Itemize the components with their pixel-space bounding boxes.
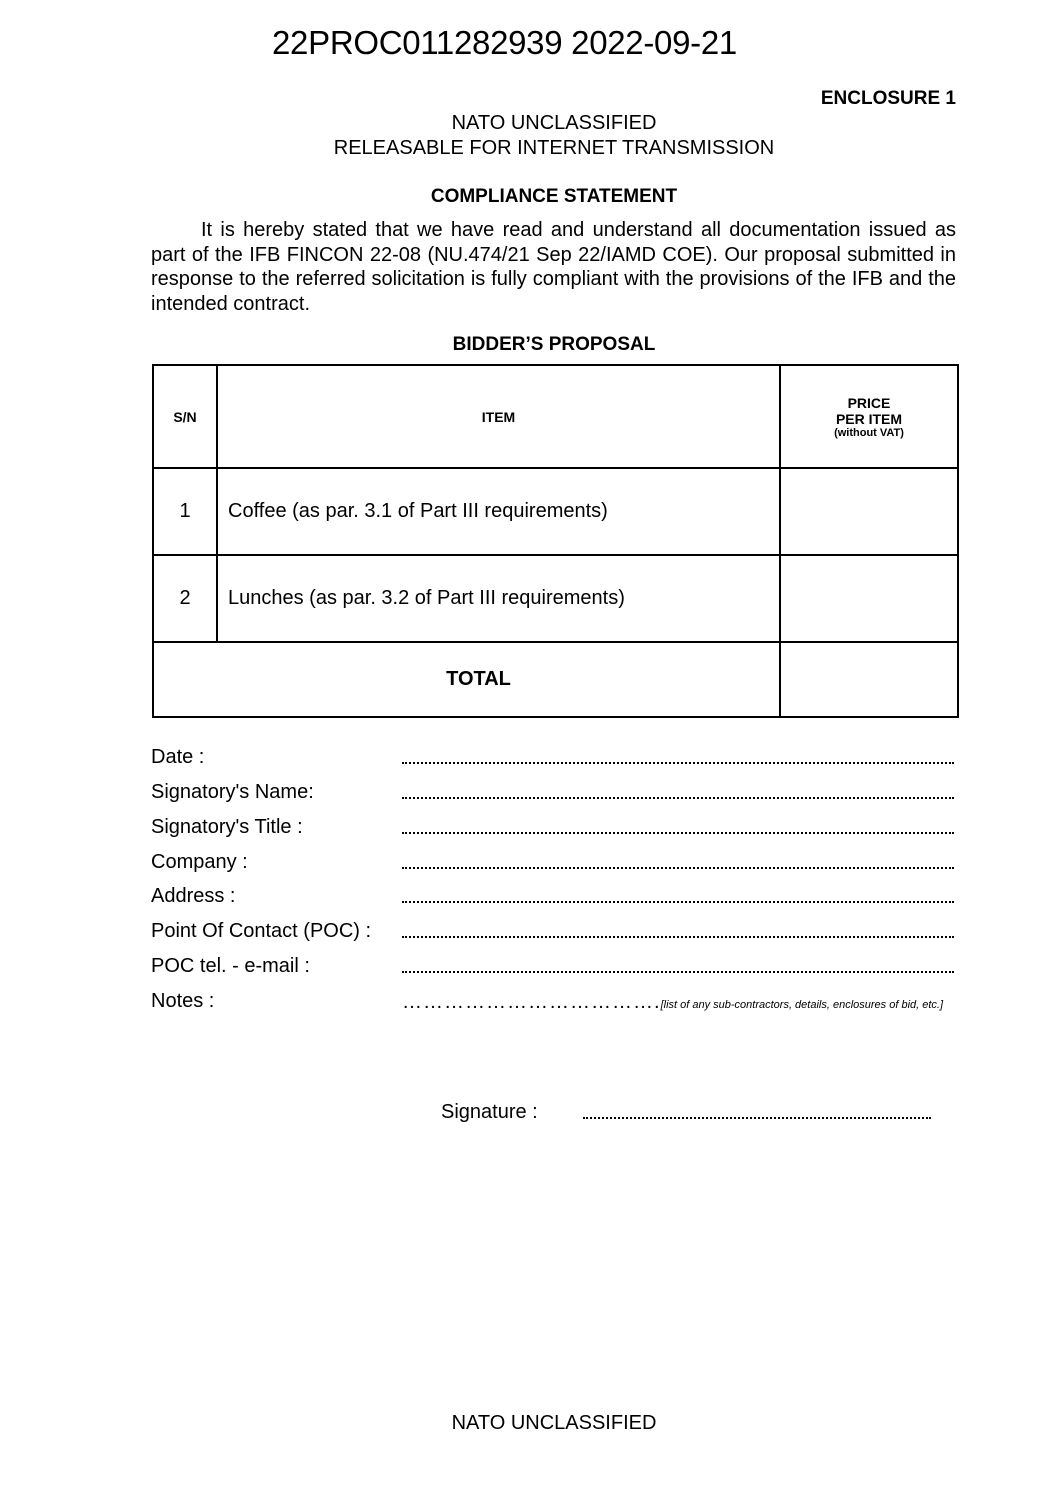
signature-field[interactable] [583, 1114, 931, 1119]
poc-contact-field[interactable] [402, 968, 954, 973]
row-price-cell[interactable] [780, 468, 958, 555]
total-label: TOTAL [153, 642, 780, 717]
price-header-line1: PRICE [847, 394, 891, 411]
proposal-title: BIDDER’S PROPOSAL [452, 334, 656, 355]
enclosure-label: ENCLOSURE 1 [820, 88, 956, 109]
column-header-sn: S/N [153, 365, 217, 468]
total-price-cell[interactable] [780, 642, 958, 717]
proposal-table [152, 364, 959, 718]
compliance-title: COMPLIANCE STATEMENT [430, 186, 678, 207]
notes-dots: ………………………………. [402, 991, 661, 1013]
signatory-title-field[interactable] [402, 829, 954, 834]
row-sn: 1 [153, 468, 217, 555]
signature-label: Signature : [441, 1101, 538, 1123]
company-field[interactable] [402, 864, 954, 869]
poc-contact-label: POC tel. - e-mail : [151, 955, 310, 977]
classification-marking: NATO UNCLASSIFIED [451, 112, 657, 134]
row-item: Coffee (as par. 3.1 of Part III requirements) [217, 468, 780, 555]
column-header-item: ITEM [217, 365, 780, 468]
signatory-name-label: Signatory's Name: [151, 781, 314, 803]
footer-classification: NATO UNCLASSIFIED [451, 1412, 657, 1434]
poc-field[interactable] [402, 933, 954, 938]
table-header-row [153, 365, 958, 468]
row-price-cell[interactable] [780, 555, 958, 642]
table-row [153, 555, 958, 642]
price-header-note: (without VAT) [834, 426, 904, 439]
column-header-price [780, 365, 958, 468]
poc-label: Point Of Contact (POC) : [151, 920, 372, 942]
notes-field[interactable] [402, 991, 958, 1013]
document-id: 22PROC011282939 2022-09-21 [272, 24, 737, 61]
table-row [153, 468, 958, 555]
date-field[interactable] [402, 759, 954, 764]
notes-hint: [list of any sub-contractors, details, enclosures of bid, etc.] [660, 999, 944, 1011]
price-header-line2: PER ITEM [835, 410, 903, 427]
date-label: Date : [151, 746, 205, 768]
company-label: Company : [151, 851, 248, 873]
address-label: Address : [151, 885, 236, 907]
release-marking: RELEASABLE FOR INTERNET TRANSMISSION [333, 137, 775, 159]
address-field[interactable] [402, 898, 954, 903]
row-item: Lunches (as par. 3.2 of Part III requirements) [217, 555, 780, 642]
row-sn: 2 [153, 555, 217, 642]
total-row [153, 642, 958, 717]
signatory-name-field[interactable] [402, 794, 954, 799]
compliance-statement: It is hereby stated that we have read and understand all documentation issued as part of the IFB FINCON 22-08 (NU.474/21 Sep 22/IAMD COE). Our proposal submitted in response to the referred solicitation is fully compliant with the provisions of the IFB and the intended contract. [151, 219, 956, 315]
notes-label: Notes : [151, 990, 215, 1012]
signatory-title-label: Signatory's Title : [151, 816, 303, 838]
